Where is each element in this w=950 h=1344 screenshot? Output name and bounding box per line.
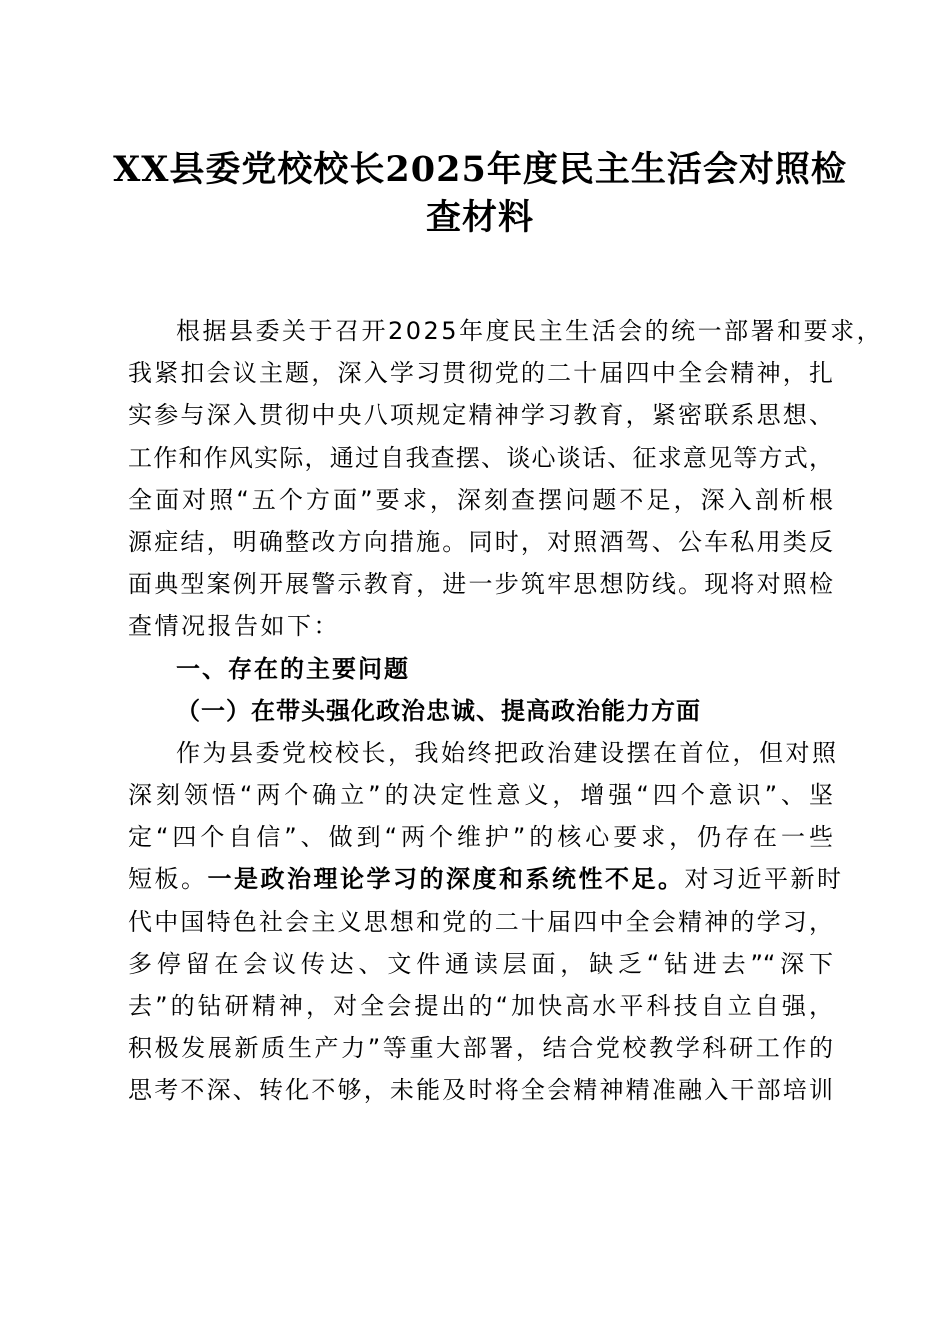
intro-paragraph <box>128 310 884 648</box>
text-line: 深刻领悟“两个确立”的决定性意义，增强“四个意识”、坚 <box>128 781 833 810</box>
subsection-heading: （一）在带头强化政治忠诚、提高政治能力方面 <box>176 696 701 725</box>
text-line: 面典型案例开展警示教育，进一步筑牢思想防线。现将对照检 <box>128 570 833 599</box>
document-title <box>110 146 850 242</box>
text-line: 定“四个自信”、做到“两个维护”的核心要求，仍存在一些 <box>128 823 833 852</box>
text-line: 实参与深入贯彻中央八项规定精神学习教育，紧密联系思想、 <box>128 401 833 430</box>
text-line: 工作和作风实际，通过自我查摆、谈心谈话、征求意见等方式， <box>128 443 833 472</box>
text-line: 我紧扣会议主题，深入学习贯彻党的二十届四中全会精神，扎 <box>128 359 833 388</box>
problem-paragraph <box>128 732 844 1112</box>
section-heading: 一、存在的主要问题 <box>176 654 410 683</box>
bold-point-heading: 一是政治理论学习的深度和系统性不足。 <box>207 865 685 894</box>
text-line: 作为县委党校校长，我始终把政治建设摆在首位，但对照 <box>176 738 839 767</box>
title-line-2: 查材料 <box>425 197 534 238</box>
text-line: 代中国特色社会主义思想和党的二十届四中全会精神的学习， <box>128 907 833 936</box>
text-line: 积极发展新质生产力”等重大部署，结合党校教学科研工作的 <box>128 1034 833 1063</box>
document-body <box>128 310 884 1112</box>
text-line: 根据县委关于召开2025年度民主生活会的统一部署和要求， <box>176 317 884 345</box>
text-line: 多停留在会议传达、文件通读层面，缺乏“钻进去”“深下 <box>128 949 833 978</box>
text-line: 源症结，明确整改方向措施。同时，对照酒驾、公车私用类反 <box>128 527 833 556</box>
title-line-1: XX县委党校校长2025年度民主生活会对照检 <box>113 149 847 190</box>
text-prefix: 短板。 <box>128 865 208 894</box>
text-line: 全面对照“五个方面”要求，深刻查摆问题不足，深入剖析根 <box>128 485 833 514</box>
text-suffix: 对习近平新时 <box>684 865 844 894</box>
text-line-mixed <box>128 858 844 900</box>
text-line: 去”的钻研精神，对全会提出的“加快高水平科技自立自强， <box>128 992 833 1020</box>
text-line: 查情况报告如下： <box>128 612 340 641</box>
text-line: 思考不深、转化不够，未能及时将全会精神精准融入干部培训 <box>128 1076 833 1105</box>
